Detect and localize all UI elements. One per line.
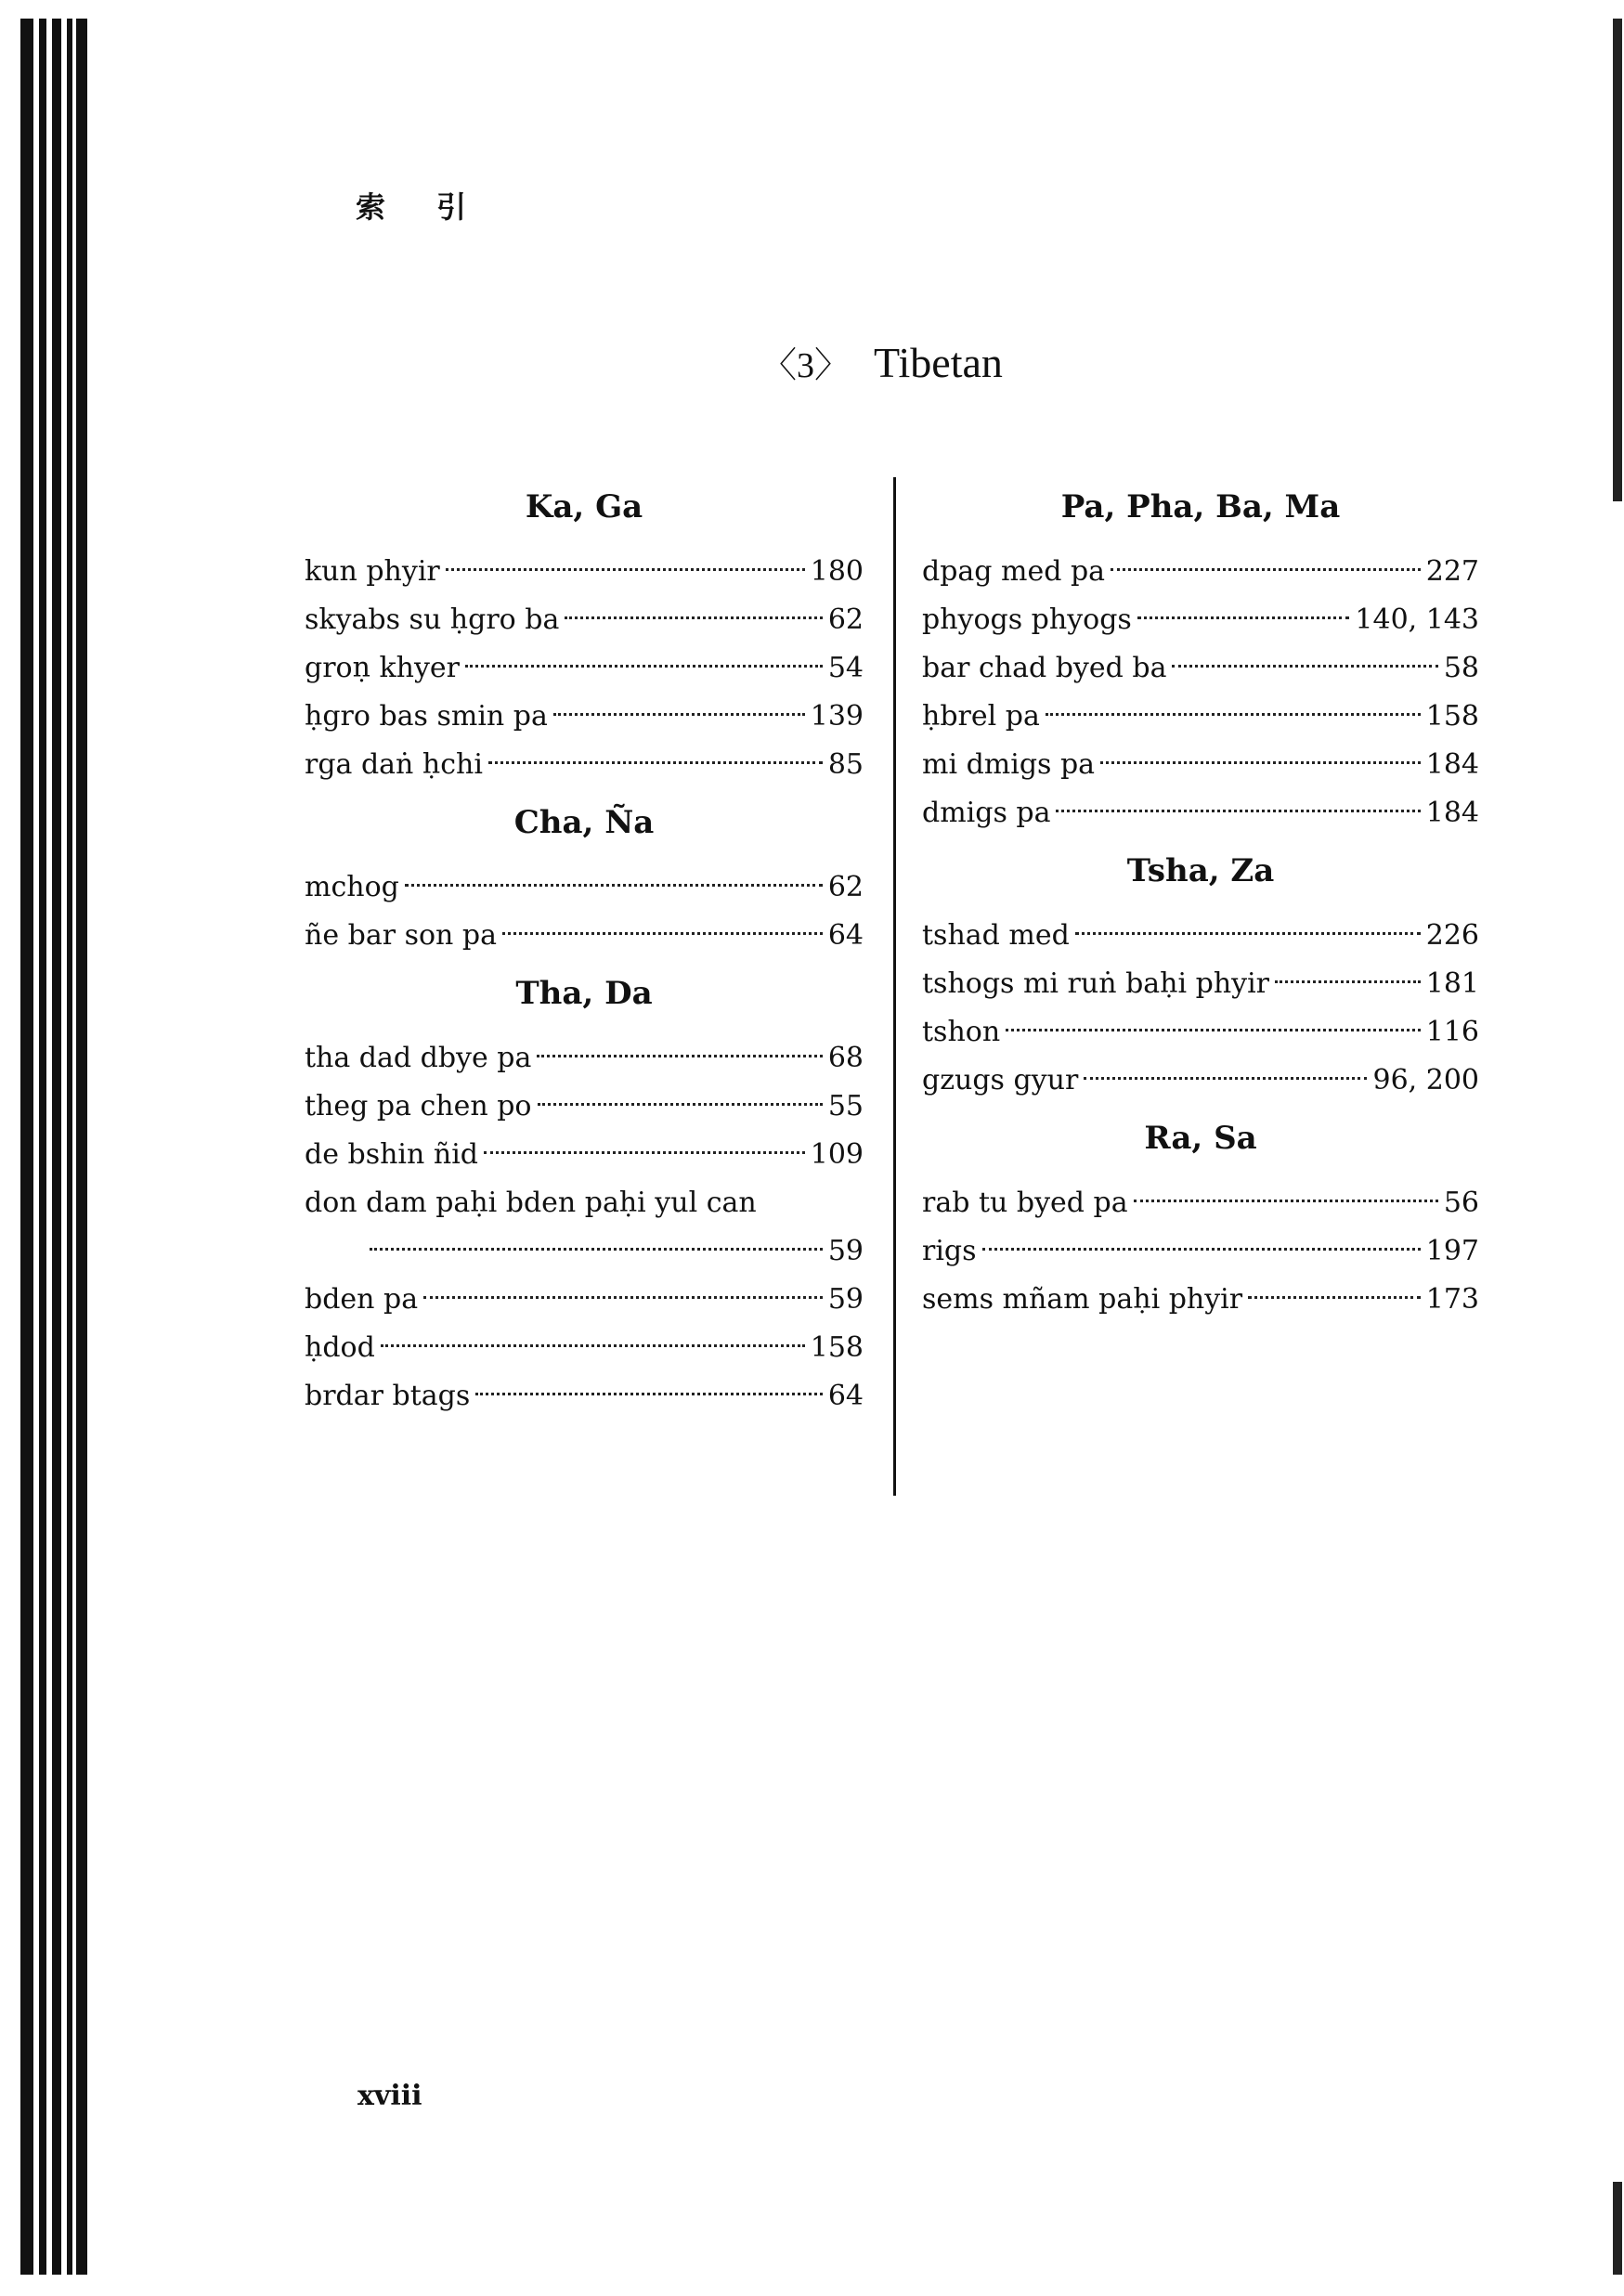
entry-page: 158 bbox=[1425, 700, 1479, 733]
dot-leader bbox=[565, 616, 822, 619]
index-entry bbox=[922, 912, 1479, 960]
dot-leader bbox=[538, 1103, 823, 1106]
dot-leader bbox=[1111, 568, 1421, 571]
group-heading: Ka, Ga bbox=[525, 488, 643, 525]
column-divider bbox=[893, 477, 896, 1496]
index-entry bbox=[922, 960, 1479, 1008]
entry-page: 56 bbox=[1443, 1187, 1479, 1219]
entry-term: sems mñam paḥi phyir bbox=[922, 1283, 1243, 1316]
entry-page: 180 bbox=[810, 555, 864, 588]
entry-page: 173 bbox=[1425, 1283, 1479, 1316]
dot-leader bbox=[1134, 1200, 1438, 1202]
section-number: 〈3〉 bbox=[761, 346, 851, 385]
entry-page: 158 bbox=[810, 1331, 864, 1364]
dot-leader bbox=[465, 665, 823, 668]
entry-term: dmigs pa bbox=[922, 797, 1051, 829]
index-entry bbox=[922, 1057, 1479, 1105]
entry-page: 139 bbox=[810, 700, 864, 733]
group-heading: Cha, Ña bbox=[513, 804, 655, 841]
group-ra-sa bbox=[922, 1112, 1479, 1324]
entry-page: 181 bbox=[1425, 967, 1479, 1000]
dot-leader bbox=[1137, 616, 1350, 619]
entry-page: 85 bbox=[827, 748, 864, 781]
dot-leader bbox=[982, 1248, 1421, 1251]
entry-page: 62 bbox=[827, 871, 864, 903]
entry-term: bden pa bbox=[305, 1283, 419, 1316]
dot-leader bbox=[1006, 1029, 1421, 1031]
dot-leader bbox=[1056, 810, 1420, 812]
group-cha-nya bbox=[305, 797, 864, 960]
entry-term: tshogs mi ruṅ baḥi phyir bbox=[922, 967, 1270, 1000]
dot-leader bbox=[405, 884, 823, 887]
section-name: Tibetan bbox=[874, 339, 1003, 386]
index-entry bbox=[922, 548, 1479, 596]
entry-term: tha dad dbye pa bbox=[305, 1042, 532, 1074]
index-entry bbox=[922, 1179, 1479, 1227]
index-entry bbox=[305, 1276, 864, 1324]
entry-page: 96, 200 bbox=[1372, 1064, 1479, 1096]
index-entry bbox=[305, 1131, 864, 1179]
index-entry bbox=[305, 1034, 864, 1083]
entry-page: 109 bbox=[810, 1138, 864, 1171]
index-entry bbox=[305, 863, 864, 912]
dot-leader bbox=[1248, 1296, 1421, 1299]
dot-leader bbox=[537, 1055, 822, 1057]
dot-leader bbox=[484, 1151, 805, 1154]
entry-term: theg pa chen po bbox=[305, 1090, 532, 1122]
index-entry bbox=[922, 741, 1479, 789]
group-tsha-za bbox=[922, 845, 1479, 1105]
entry-term: gzugs gyur bbox=[922, 1064, 1079, 1096]
dot-leader bbox=[1172, 665, 1437, 668]
entry-term: ḥgro bas smin pa bbox=[305, 700, 548, 733]
dot-leader bbox=[488, 761, 823, 764]
entry-page: 59 bbox=[827, 1283, 864, 1316]
page-number: xviii bbox=[357, 2080, 422, 2112]
index-header: 索 引 bbox=[356, 189, 487, 225]
entry-page: 64 bbox=[827, 919, 864, 952]
entry-term: kun phyir bbox=[305, 555, 440, 588]
entry-page: 197 bbox=[1425, 1235, 1479, 1267]
dot-leader bbox=[1084, 1077, 1367, 1080]
entry-term: de bshin ñid bbox=[305, 1138, 478, 1171]
dot-leader bbox=[502, 932, 823, 935]
dot-leader bbox=[370, 1248, 823, 1251]
entry-continuation bbox=[305, 1227, 864, 1276]
right-column bbox=[922, 473, 1479, 1324]
group-heading: Tsha, Za bbox=[1126, 852, 1275, 889]
index-entry bbox=[922, 1227, 1479, 1276]
index-entry bbox=[922, 644, 1479, 693]
entry-term: bar chad byed ba bbox=[922, 652, 1167, 684]
entry-page: 62 bbox=[827, 603, 864, 636]
entry-page: 140, 143 bbox=[1355, 603, 1479, 636]
binding-edge bbox=[20, 19, 90, 2275]
entry-term: rga daṅ ḥchi bbox=[305, 748, 483, 781]
entry-term: brdar btags bbox=[305, 1380, 471, 1412]
dot-leader bbox=[1275, 980, 1421, 983]
scan-edge bbox=[1604, 19, 1624, 2284]
index-entry bbox=[305, 693, 864, 741]
entry-term: rab tu byed pa bbox=[922, 1187, 1128, 1219]
dot-leader bbox=[1046, 713, 1421, 716]
group-ka-ga bbox=[305, 481, 864, 789]
entry-page: 184 bbox=[1425, 748, 1479, 781]
entry-term: ḥdod bbox=[305, 1331, 375, 1364]
entry-term: tshon bbox=[922, 1016, 1001, 1048]
dot-leader bbox=[1075, 932, 1421, 935]
index-entry bbox=[305, 596, 864, 644]
group-tha-da bbox=[305, 967, 864, 1420]
entry-term: groṇ khyer bbox=[305, 652, 461, 684]
index-entry bbox=[305, 1083, 864, 1131]
entry-term: ñe bar son pa bbox=[305, 919, 497, 952]
index-entry bbox=[922, 693, 1479, 741]
section-title bbox=[761, 336, 1003, 387]
entry-term: mi dmigs pa bbox=[922, 748, 1096, 781]
index-entry bbox=[305, 644, 864, 693]
entry-term: skyabs su ḥgro ba bbox=[305, 603, 560, 636]
entry-term: dpag med pa bbox=[922, 555, 1106, 588]
dot-leader bbox=[475, 1393, 823, 1395]
entry-term: rigs bbox=[922, 1235, 977, 1267]
dot-leader bbox=[446, 568, 805, 571]
dot-leader bbox=[381, 1344, 805, 1347]
dot-leader bbox=[1100, 761, 1421, 764]
entry-page: 116 bbox=[1425, 1016, 1479, 1048]
entry-page: 54 bbox=[827, 652, 864, 684]
group-pa-pha-ba-ma bbox=[922, 481, 1479, 837]
index-entry bbox=[305, 741, 864, 789]
dot-leader bbox=[553, 713, 805, 716]
left-column bbox=[305, 473, 864, 1420]
entry-page: 227 bbox=[1425, 555, 1479, 588]
group-heading: Tha, Da bbox=[515, 975, 653, 1012]
entry-page: 58 bbox=[1443, 652, 1479, 684]
index-entry bbox=[305, 912, 864, 960]
entry-page: 55 bbox=[827, 1090, 864, 1122]
index-entry bbox=[922, 789, 1479, 837]
index-entry bbox=[305, 548, 864, 596]
dot-leader bbox=[423, 1296, 823, 1299]
entry-term: don dam paḥi bden paḥi yul can bbox=[305, 1187, 757, 1219]
index-entry bbox=[922, 1276, 1479, 1324]
index-entry bbox=[305, 1324, 864, 1372]
entry-term: phyogs phyogs bbox=[922, 603, 1132, 636]
entry-page: 184 bbox=[1425, 797, 1479, 829]
group-heading: Pa, Pha, Ba, Ma bbox=[1060, 488, 1341, 525]
index-entry bbox=[922, 596, 1479, 644]
entry-page: 68 bbox=[827, 1042, 864, 1074]
entry-page: 226 bbox=[1425, 919, 1479, 952]
index-entry bbox=[922, 1008, 1479, 1057]
entry-page: 64 bbox=[827, 1380, 864, 1412]
entry-page: 59 bbox=[827, 1235, 864, 1267]
entry-term: mchog bbox=[305, 871, 399, 903]
entry-term: ḥbrel pa bbox=[922, 700, 1040, 733]
index-entry bbox=[305, 1372, 864, 1420]
group-heading: Ra, Sa bbox=[1144, 1120, 1257, 1157]
index-entry bbox=[305, 1179, 864, 1276]
entry-term: tshad med bbox=[922, 919, 1070, 952]
